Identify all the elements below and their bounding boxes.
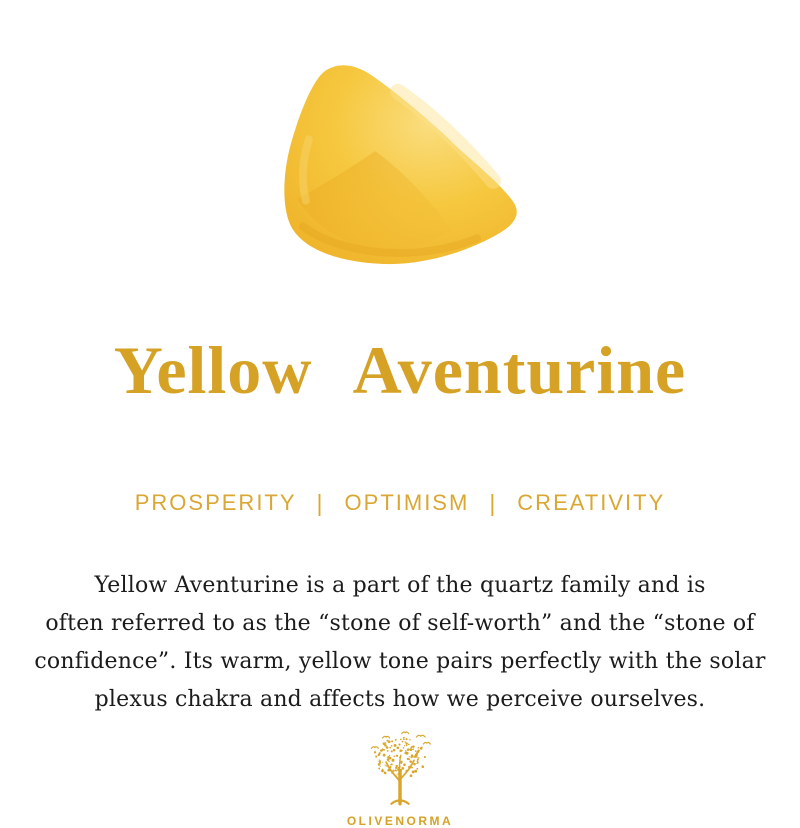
bird-icon [416, 735, 425, 737]
tagline-word-optimism: OPTIMISM [344, 490, 470, 516]
page-title: Yellow Aventurine [113, 332, 687, 408]
tree-with-birds-icon [350, 731, 450, 809]
brand-name: OLIVENORMA [346, 813, 454, 828]
yellow-aventurine-stone-image [280, 60, 520, 268]
tagline-word-creativity: CREATIVITY [517, 490, 666, 516]
tree-branch [386, 762, 400, 781]
tagline-word-prosperity: PROSPERITY [134, 490, 297, 516]
bird-icon [423, 742, 430, 744]
tagline [131, 490, 670, 517]
description-line: plexus chakra and affects how we perceive ourselves. [94, 686, 706, 712]
tagline-separator: | [489, 489, 498, 516]
tagline-separator: | [316, 489, 325, 516]
description-text [34, 567, 765, 719]
bird-icon [383, 736, 390, 738]
brand-block [347, 731, 453, 828]
bird-icon [371, 746, 378, 748]
stone-image-container [280, 60, 520, 268]
description-line: confidence”. Its warm, yellow tone pairs perfectly with the solar [34, 648, 766, 674]
description-line: Yellow Aventurine is a part of the quartz family and is [94, 572, 706, 598]
description-line: often referred to as the “stone of self-worth” and the “stone of [45, 610, 755, 636]
bird-icon [402, 732, 409, 734]
